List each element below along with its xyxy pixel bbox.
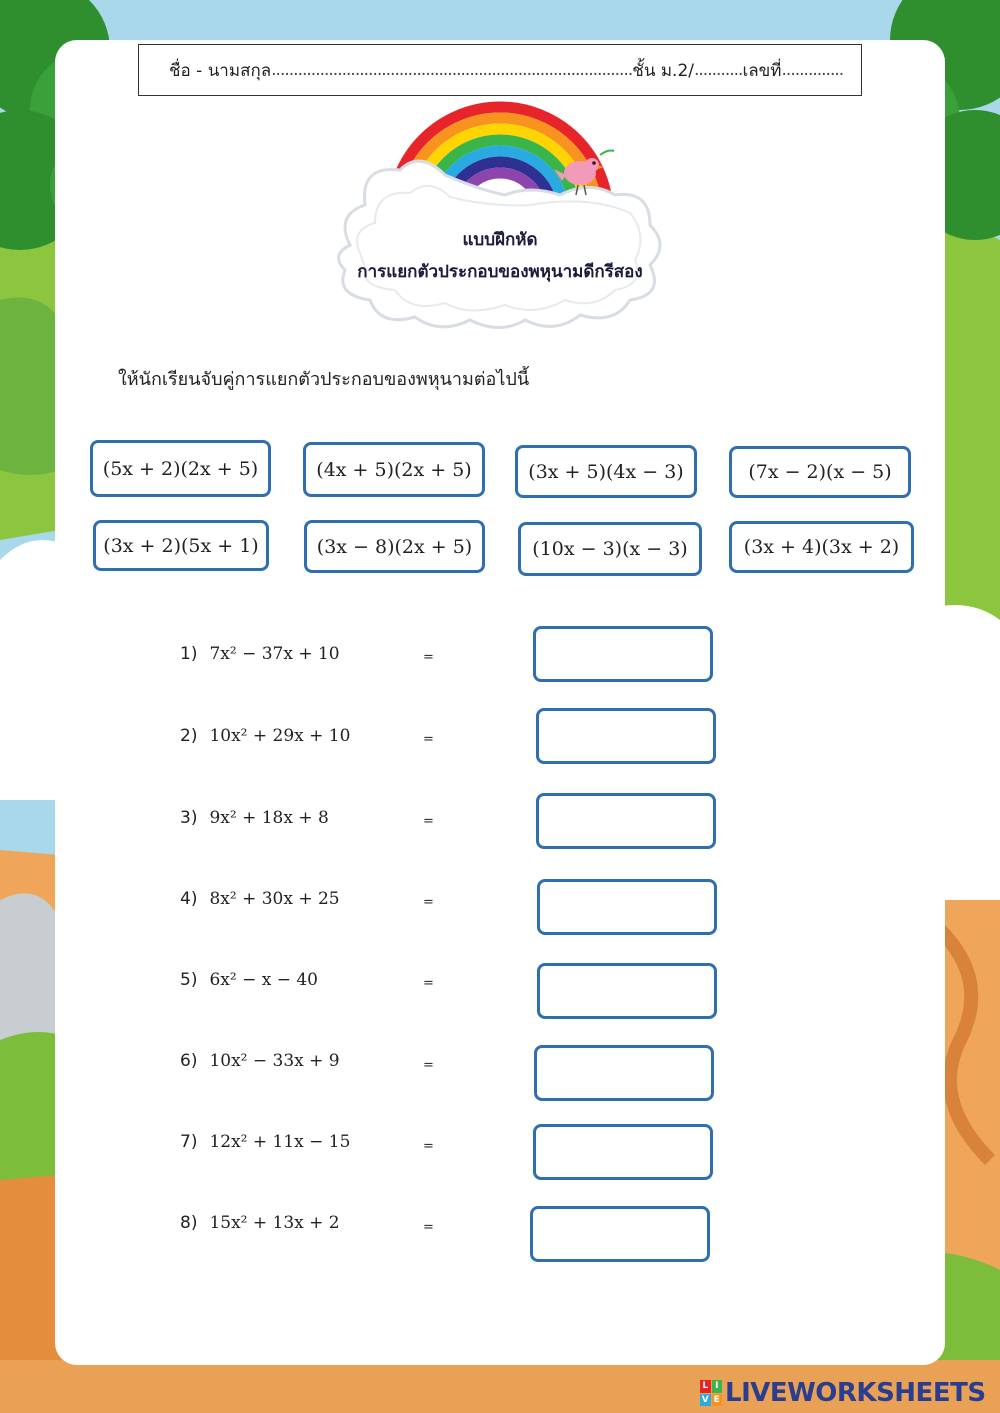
answer-drop-box-6[interactable]: [534, 1045, 714, 1101]
worksheet-title: แบบฝึกหัด: [462, 230, 538, 250]
equals-sign: =: [423, 650, 434, 665]
badge-letter: E: [712, 1394, 723, 1407]
answer-choice[interactable]: (4x + 5)(2x + 5): [303, 442, 485, 497]
question-expression: 6x² − x − 40: [209, 970, 318, 990]
question-expression: 10x² − 33x + 9: [209, 1051, 340, 1071]
question-number: 3): [180, 808, 198, 828]
equals-sign: =: [423, 814, 434, 829]
answer-drop-box-2[interactable]: [536, 708, 716, 764]
answer-choice[interactable]: (3x + 2)(5x + 1): [93, 520, 269, 571]
question-number: 6): [180, 1051, 198, 1071]
answer-choice[interactable]: (5x + 2)(2x + 5): [90, 440, 271, 497]
answer-drop-box-5[interactable]: [537, 963, 717, 1019]
answer-drop-box-4[interactable]: [537, 879, 717, 935]
live-badge-icon: [700, 1380, 722, 1406]
badge-letter: I: [712, 1380, 723, 1393]
equals-sign: =: [423, 1058, 434, 1073]
equals-sign: =: [423, 1220, 434, 1235]
logo-text: LIVEWORKSHEETS: [725, 1378, 986, 1408]
worksheet-subtitle: การแยกตัวประกอบของพหุนามดีกรีสอง: [357, 262, 643, 282]
question-number: 2): [180, 726, 198, 746]
answer-choice[interactable]: (7x − 2)(x − 5): [729, 446, 911, 498]
name-label: ชื่อ - นามสกุล: [169, 60, 272, 81]
equals-sign: =: [423, 976, 434, 991]
question-number: 7): [180, 1132, 198, 1152]
equals-sign: =: [423, 1139, 434, 1154]
question-5: [180, 970, 318, 990]
answer-drop-box-3[interactable]: [536, 793, 716, 849]
question-number: 1): [180, 644, 198, 664]
number-label: เลขที่: [742, 60, 782, 81]
class-blank: ...........: [694, 60, 743, 80]
liveworksheets-logo: [700, 1378, 986, 1408]
question-number: 4): [180, 889, 198, 909]
question-8: [180, 1213, 340, 1233]
question-expression: 15x² + 13x + 2: [209, 1213, 340, 1233]
answer-choice[interactable]: (3x + 4)(3x + 2): [729, 521, 914, 573]
equals-sign: =: [423, 895, 434, 910]
answer-choice[interactable]: (3x + 5)(4x − 3): [515, 445, 697, 498]
question-6: [180, 1051, 340, 1071]
question-2: [180, 726, 350, 746]
answer-choice[interactable]: (10x − 3)(x − 3): [518, 522, 702, 576]
equals-sign: =: [423, 732, 434, 747]
class-label: ชั้น ม.2/: [632, 60, 694, 81]
badge-letter: V: [701, 1394, 709, 1405]
badge-letter: L: [700, 1380, 711, 1393]
answer-drop-box-7[interactable]: [533, 1124, 713, 1180]
question-number: 5): [180, 970, 198, 990]
instruction-text: ให้นักเรียนจับคู่การแยกตัวประกอบของพหุนามต่อไปนี้: [118, 369, 530, 390]
question-1: [180, 644, 340, 664]
number-blank: ..............: [781, 60, 844, 80]
rainbow-cloud-banner: [330, 95, 670, 335]
question-number: 8): [180, 1213, 198, 1233]
question-expression: 12x² + 11x − 15: [209, 1132, 351, 1152]
question-7: [180, 1132, 350, 1152]
question-3: [180, 808, 329, 828]
name-blank: ..................................................................................: [271, 60, 633, 80]
question-expression: 9x² + 18x + 8: [209, 808, 329, 828]
question-4: [180, 889, 340, 909]
question-expression: 7x² − 37x + 10: [209, 644, 340, 664]
question-expression: 8x² + 30x + 25: [209, 889, 340, 909]
answer-drop-box-8[interactable]: [530, 1206, 710, 1262]
answer-drop-box-1[interactable]: [533, 626, 713, 682]
answer-choice[interactable]: (3x − 8)(2x + 5): [304, 520, 485, 573]
question-expression: 10x² + 29x + 10: [209, 726, 351, 746]
student-info-bar: [138, 44, 862, 96]
